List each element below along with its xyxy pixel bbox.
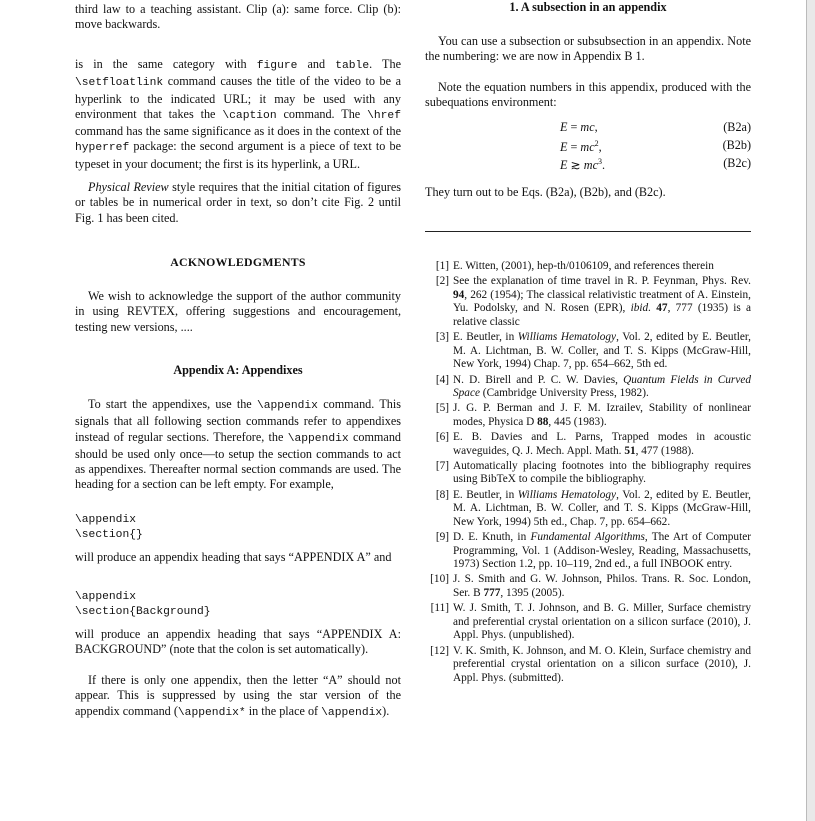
subsection-heading: 1. A subsection in an appendix (509, 0, 667, 14)
equation-number: (B2a) (723, 120, 751, 135)
text-run: 88 (537, 415, 549, 428)
reference-text (453, 374, 751, 401)
equation (425, 120, 711, 135)
text-run: , Vol. 2, edited by E. Beutler, M. A. Lichtman, B. W. Coller, and T. S. Kipps (McGraw-Hill, New York, 1994) 5th ed., Chap. 7, pp. 654–662. (453, 488, 751, 528)
reference-number: [12] (430, 644, 449, 657)
text-run: Williams Hematology (517, 331, 617, 344)
text-run: 777 (483, 587, 501, 599)
appendix-background-note: will produce an appendix heading that says “APPENDIX A: BACKGROUND” (note that the colon is set automatically). (75, 627, 401, 657)
equation-block (425, 119, 751, 173)
paragraph-floatlink (75, 57, 401, 172)
text-run: \caption (222, 109, 277, 122)
text-run: If there is only one appendix, then the letter “A” should not appear. This is suppressed by using the star version of the appendix command ( (75, 673, 401, 718)
text-run: Williams Hematology (517, 488, 617, 501)
reference-item (425, 260, 751, 274)
reference-item (425, 275, 751, 329)
equation (425, 136, 711, 155)
text-run: E. Witten, (2001), hep-th/0106109, and references therein (453, 260, 714, 272)
reference-number: [8] (435, 488, 449, 501)
equation-lhs: E (560, 158, 568, 173)
text-run: , Vol. 2, edited by E. Beutler, M. A. Lichtman, B. W. Coller, and T. S. Kipps (McGraw-Hill, New York, 1994) Chap. 7, pp. 654–662, 5th ed. (453, 331, 751, 371)
reference-text (453, 460, 751, 487)
appendix-heading: Appendix A: Appendixes (173, 363, 303, 377)
text-run: command has the same significance as it does in the context of the (75, 124, 401, 139)
text-run: . The (369, 57, 401, 71)
text-run: W. J. Smith, T. J. Johnson, and B. G. Miller, Surface chemistry and preferential crystal orientation on a silicon surface (2010), J. Appl. Phys. (unpublished). (453, 602, 751, 642)
equation-intro: Note the equation numbers in this appendix, produced with the subequations environment: (425, 80, 751, 110)
reference-number: [10] (430, 573, 449, 586)
equation-rel: = (567, 140, 581, 155)
text-run: Automatically placing footnotes into the bibliography requires using BibTeX to compile the bibliography. (453, 459, 751, 486)
equation (425, 154, 711, 173)
equation-rhs: mc (583, 158, 598, 173)
text-run: , 262 (1954); The classical relativistic treatment of A. Einstein, Yu. Podolsky, and N. Rosen (EPR), (453, 288, 751, 315)
appendix-paragraph (75, 397, 401, 493)
text-run: \appendix (287, 432, 349, 445)
reference-item (425, 402, 751, 429)
appendix-star-paragraph (75, 673, 401, 721)
reference-number: [6] (435, 431, 449, 444)
reference-text (453, 602, 751, 643)
text-run: Quantum Fields in Curved Space (453, 373, 752, 400)
equation-reference-text: They turn out to be Eqs. (B2a), (B2b), and (B2c). (425, 185, 666, 199)
reference-item (425, 573, 751, 600)
equation-lhs: E (560, 140, 568, 155)
subsection-paragraph: You can use a subsection or subsubsection in an appendix. Note the numbering: we are now in Appendix B 1. (425, 34, 751, 64)
code-example-2: \appendix \section{Background} (75, 591, 211, 618)
reference-text (453, 573, 751, 600)
reference-text (453, 489, 751, 530)
reference-item (425, 460, 751, 487)
reference-item (425, 374, 751, 401)
appendix-a-note: will produce an appendix heading that says “APPENDIX A” and (75, 550, 392, 564)
reference-number: [4] (435, 373, 449, 386)
reference-number: [3] (435, 331, 449, 344)
text-run: in the place of (245, 703, 322, 718)
reference-item (425, 431, 751, 458)
text-run: , 1395 (2005). (500, 587, 565, 599)
text-run: and (297, 57, 336, 71)
reference-text (453, 402, 751, 429)
text-run: \setfloatlink (75, 77, 164, 90)
text-run: See the explanation of time travel in R. P. Feynman, Phys. Rev. (453, 275, 751, 288)
equation-number: (B2c) (723, 156, 751, 171)
equation-number: (B2b) (722, 138, 751, 153)
equation-punct: , (594, 120, 598, 135)
equation-rel: = (567, 120, 581, 135)
caption-fragment: third law to a teaching assistant. Clip (a): same force. Clip (b): move backwards. (75, 2, 401, 32)
equation-row (425, 155, 751, 173)
text-run: , 477 (1988). (635, 444, 694, 457)
reference-text (453, 275, 751, 329)
reference-text (453, 260, 751, 274)
reference-number: [7] (435, 459, 449, 472)
text-run: N. D. Birell and P. C. W. Davies, (453, 373, 624, 386)
equation-sup: 2 (594, 139, 599, 149)
text-run: (Cambridge University Press, 1982). (479, 387, 649, 400)
equation-rhs: mc (580, 140, 595, 155)
equation-sup: 3 (597, 157, 602, 167)
references-list (425, 260, 751, 687)
acknowledgments-text: We wish to acknowledge the support of the author community in using REVTEX, offering suggestions and encouragement, testing new versions, .... (75, 289, 401, 334)
equation-rhs: mc (580, 120, 595, 135)
text-run: command causes the title of the video to be a hyperlink to the indicated URL; it may be used with any environment that takes the (75, 74, 401, 121)
reference-text (453, 431, 751, 458)
text-run: figure (256, 60, 298, 72)
text-run: table (335, 60, 370, 72)
equation-rel: ≳ (567, 158, 584, 173)
text-run: E. Beutler, in (453, 488, 518, 501)
equation-row (425, 137, 751, 155)
text-run: package: the second argument is a piece of text to be typeset in your document; the first is its hyperlink, a URL. (75, 139, 401, 171)
text-run: 51 (624, 444, 636, 457)
text-run: command. This signals that all following section commands refer to appendixes instead of regular sections. Therefore, the (75, 397, 401, 444)
text-run: ). (382, 703, 390, 718)
equation-punct: . (601, 158, 606, 173)
text-run: \appendix (321, 706, 383, 719)
equation-punct: , (598, 140, 602, 155)
text-run: \href (367, 109, 401, 122)
text-run: 47 (656, 302, 668, 315)
reference-text (453, 531, 751, 572)
text-run: ibid. (630, 302, 652, 315)
reference-number: [9] (435, 531, 449, 544)
viewer-gutter (807, 0, 815, 821)
text-run: style requires that the initial citation of figures or tables be in numerical order in text, so don’t cite Fig. 2 until Fig. 1 has been cited. (75, 180, 402, 225)
paragraph-citation-order (75, 180, 401, 226)
reference-item (425, 645, 751, 686)
references-rule (425, 231, 751, 232)
text-run: 94 (453, 288, 465, 301)
text-run: is in the same category with (75, 57, 257, 71)
text-run: command should be used only once—to setup the section commands to act as appendixes. Thereafter normal section commands are used. The heading for a section can be left empty. For example, (75, 429, 402, 492)
text-run: \appendix* (177, 706, 246, 719)
reference-item (425, 602, 751, 643)
text-run: E. Beutler, in (453, 331, 518, 344)
reference-number: [1] (435, 260, 449, 272)
text-run: Fundamental Algorithms (530, 531, 645, 544)
text-run: D. E. Knuth, in (453, 531, 531, 544)
reference-text (453, 331, 751, 372)
reference-item (425, 489, 751, 530)
equation-row (425, 119, 751, 137)
equation-lhs: E (560, 120, 568, 135)
text-run: \appendix (256, 400, 318, 412)
reference-number: [2] (435, 275, 449, 288)
code-example-1: \appendix \section{} (75, 514, 143, 541)
reference-item (425, 531, 751, 572)
reference-number: [5] (435, 402, 449, 415)
text-run: , 445 (1983). (548, 415, 607, 428)
reference-number: [11] (430, 602, 449, 615)
text-run: hyperref (75, 142, 130, 155)
reference-text (453, 645, 751, 686)
text-run: Physical Review (88, 180, 169, 194)
text-run: , 777 (1935) is a relative classic (453, 302, 752, 328)
reference-item (425, 331, 751, 372)
text-run: E. B. Davies and L. Parns, Trapped modes in acoustic waveguides, Q. J. Mech. Appl. Math. (453, 431, 751, 457)
text-run: , The Art of Computer Programming, Vol. 1 (Addison-Wesley, Reading, Massachusetts, 1973) Section 1.2, pp. 10–119, 2nd ed., a full INBOOK entry. (453, 531, 751, 571)
acknowledgments-heading: ACKNOWLEDGMENTS (170, 255, 306, 269)
text-run: J. G. P. Berman and J. F. M. Izrailev, Stability of nonlinear modes, Physica D (453, 402, 751, 428)
text-run: To start the appendixes, use the (88, 397, 257, 411)
text-run: V. K. Smith, K. Johnson, and M. O. Klein, Surface chemistry and preferential crystal orientation on a silicon surface (2010), J. Appl. Phys. (submitted). (453, 644, 751, 684)
text-run: command. The (276, 106, 368, 121)
text-run: J. S. Smith and G. W. Johnson, Philos. Trans. R. Soc. London, Ser. B (453, 573, 751, 599)
